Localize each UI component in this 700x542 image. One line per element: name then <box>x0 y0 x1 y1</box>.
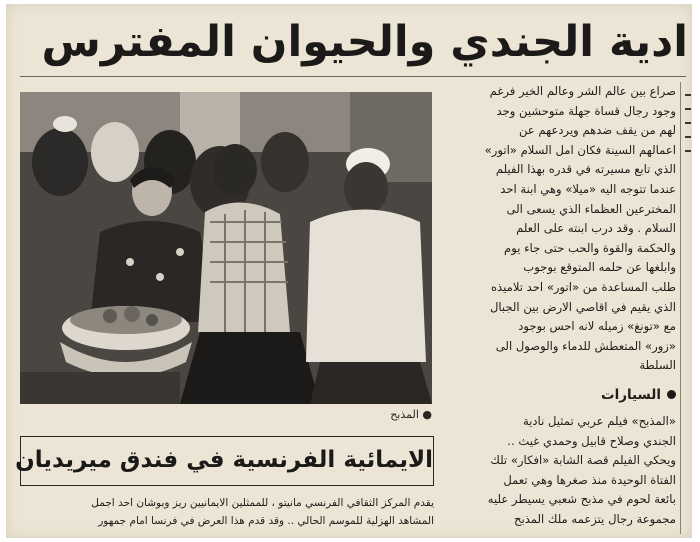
article-line: الفتاة الوحيدة منذ صغرها وهي تعمل <box>503 472 676 487</box>
article-line: الذي تابع مسيرته في قدره بهذا الفيلم <box>495 162 676 177</box>
text-fragment <box>685 122 691 124</box>
article-line: عندما تتوجه اليه «ميلا» وهي ابنة احد <box>500 181 676 196</box>
article-line: السلطة <box>639 358 676 373</box>
article-line: مجموعة رجال يتزعمه ملك المذبح <box>513 511 676 526</box>
article-line: وجود رجال قساة جهلة متوحشين وجد <box>496 103 676 118</box>
headline: ادية الجندي والحيوان المفترس <box>41 17 688 67</box>
article-line: مع «تونغ» زميله لانه احس بوجود <box>518 319 676 334</box>
divider <box>20 76 686 77</box>
newspaper-clipping <box>6 4 692 538</box>
bottom-line: المشاهد الهزلية للموسم الحالي .. وقد قدم هذا العرض في فرنسا امام جمهور <box>98 515 434 527</box>
article-line: الجندي وصلاح قابيل وحمدي غيث .. <box>507 433 676 448</box>
article-line: اعمالهم السينة فكان امل السلام «اتور» <box>484 142 676 157</box>
article-line: السلام . وقد درب ابنته على العلم <box>516 221 676 236</box>
section-subhead <box>442 382 676 408</box>
article-line: والحكمة والقوة والحب حتى جاء يوم <box>504 240 676 255</box>
article-line: صراع بين عالم الشر وعالم الخير فرغم <box>489 84 676 98</box>
boxed-headline: الايمائية الفرنسية في فندق ميريديان <box>20 436 434 486</box>
article-line: المخترعين العظماء الذي يسعى الى <box>506 201 676 216</box>
article-line: وابلغها عن حلمه المتوقع بوجوب <box>523 260 676 275</box>
bullet-icon <box>667 390 676 399</box>
article-line: طلب المساعدة من «اتور» احد تلاميذه <box>490 279 676 294</box>
text-fragment <box>685 108 691 110</box>
photo-illustration <box>20 92 432 404</box>
photo-caption <box>336 406 432 424</box>
article-line: «زور» المتعطش للدماء والوصول الى <box>495 338 676 353</box>
text-fragment <box>685 136 691 138</box>
text-fragment <box>685 150 691 152</box>
caption-bullet: ● <box>418 408 432 421</box>
article-column <box>442 82 676 534</box>
article-line: بائعة لحوم في مذبح شعبي يسيطر عليه <box>487 492 676 507</box>
article-line: «المذبح» فيلم عربي تمثيل نادية <box>522 413 676 428</box>
article-line: لهم من يقف ضدهم ويردعهم عن <box>518 123 676 138</box>
article-line: ويحكي الفيلم قصة الشابة «افكار» تلك <box>490 453 676 468</box>
caption-text: المذبح <box>390 408 419 421</box>
bottom-line: يقدم المركز الثقافي الفرنسي مانيتو ، للممثلين الايمانيين ريز وبوشان احد اجمل <box>91 497 434 509</box>
bottom-article <box>20 494 434 538</box>
article-line: الذي يقيم في اقاصي الارض بين الجبال <box>489 299 676 314</box>
text-fragment <box>685 94 691 96</box>
article-continuation <box>442 412 676 530</box>
article-photo <box>20 92 432 404</box>
adjacent-column-edge <box>680 82 692 534</box>
subhead-text: السيارات <box>601 386 661 403</box>
